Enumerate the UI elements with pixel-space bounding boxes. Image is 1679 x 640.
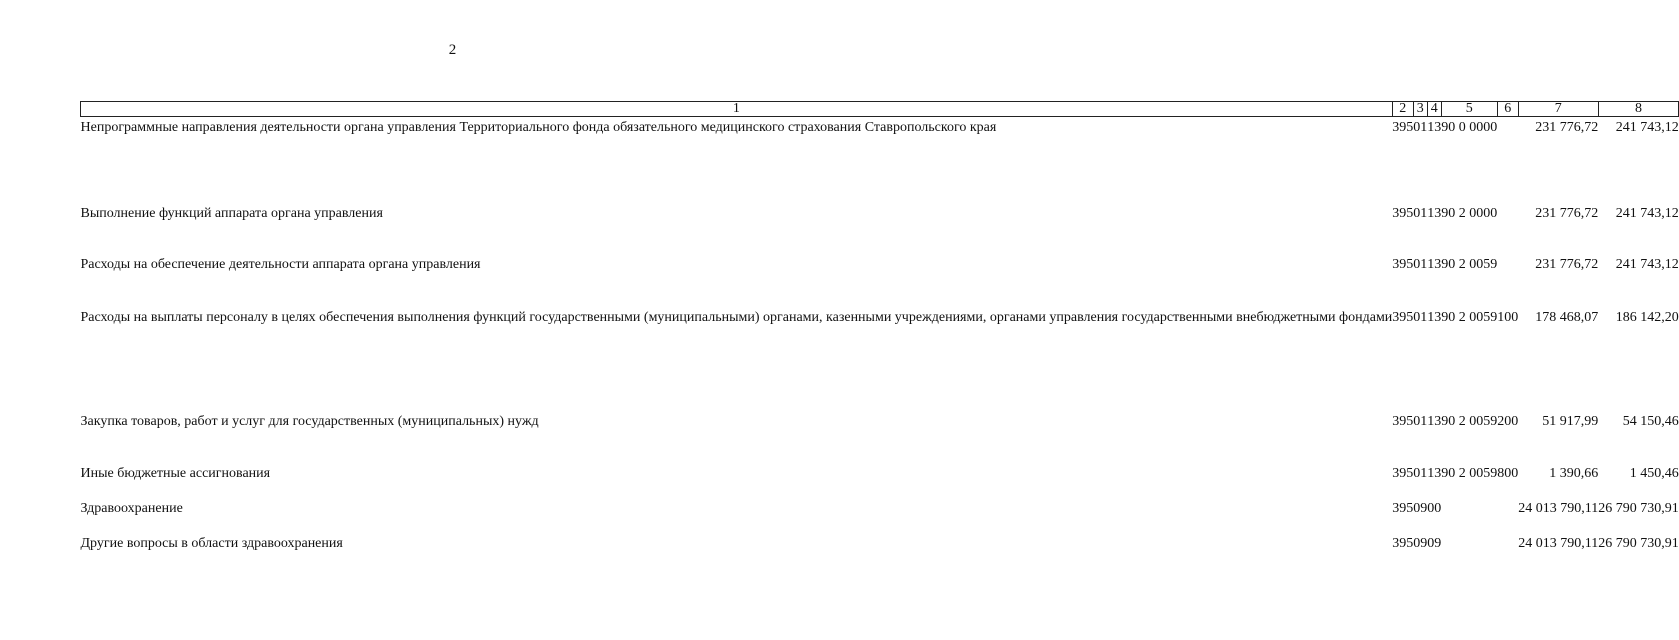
row-name: Закупка товаров, работ и услуг для государственных (муниципальных) нужд <box>80 413 539 429</box>
cell-amount-8: 54 150,46 <box>1622 413 1679 429</box>
header-row <box>81 102 1679 117</box>
cell-admin-code: 395 <box>1392 413 1414 429</box>
cell-subsection: 13 <box>1427 413 1442 429</box>
cell-amount-7: 24 013 790,11 <box>1518 535 1599 551</box>
cell-target-article: 90 2 0059 <box>1441 309 1498 325</box>
cell-admin-code: 395 <box>1392 205 1414 221</box>
table-row <box>81 203 1679 254</box>
table-row <box>81 307 1679 411</box>
column-header: 7 <box>1518 102 1598 117</box>
table-row <box>81 411 1679 463</box>
table-row <box>81 498 1679 533</box>
cell-subsection: 13 <box>1427 120 1442 135</box>
column-header: 1 <box>81 102 1393 117</box>
cell-amount-8: 241 743,12 <box>1615 256 1679 272</box>
row-name: Непрограммные направления деятельности органа управления Территориального фонда обязательного медицинского страхования Ставропольского края <box>80 120 997 135</box>
cell-target-article: 90 2 0059 <box>1441 256 1498 272</box>
column-header: 5 <box>1441 102 1497 117</box>
cell-expense-type: 100 <box>1497 309 1519 325</box>
cell-section: 01 <box>1413 413 1428 429</box>
cell-target-article <box>1441 498 1497 533</box>
cell-subsection: 00 <box>1427 500 1442 516</box>
row-name: Иные бюджетные ассигнования <box>80 465 271 481</box>
cell-amount-8: 26 790 730,91 <box>1598 500 1679 516</box>
cell-amount-7: 51 917,99 <box>1542 413 1599 429</box>
cell-target-article: 90 2 0000 <box>1441 205 1498 221</box>
cell-amount-8: 241 743,12 <box>1615 120 1679 135</box>
cell-target-article: 90 2 0059 <box>1441 413 1498 429</box>
cell-subsection: 13 <box>1427 309 1442 325</box>
cell-section: 01 <box>1413 120 1428 135</box>
row-name: Расходы на обеспечение деятельности аппарата органа управления <box>80 256 481 272</box>
cell-section: 01 <box>1413 205 1428 221</box>
cell-target-article: 90 2 0059 <box>1441 465 1498 481</box>
table-row <box>81 117 1679 203</box>
cell-section: 09 <box>1413 535 1428 551</box>
cell-amount-8: 26 790 730,91 <box>1598 535 1679 551</box>
cell-section: 01 <box>1413 256 1428 272</box>
column-header: 6 <box>1497 102 1518 117</box>
cell-admin-code: 395 <box>1392 256 1414 272</box>
cell-amount-7: 178 468,07 <box>1535 309 1599 325</box>
cell-expense-type <box>1497 203 1518 254</box>
table-row <box>81 533 1679 563</box>
cell-amount-7: 231 776,72 <box>1535 256 1599 272</box>
cell-amount-8: 241 743,12 <box>1615 205 1679 221</box>
cell-subsection: 13 <box>1427 205 1442 221</box>
budget-table <box>80 101 1679 563</box>
cell-target-article <box>1441 533 1497 563</box>
cell-amount-7: 1 390,66 <box>1549 465 1599 481</box>
cell-expense-type <box>1497 498 1518 533</box>
cell-admin-code: 395 <box>1392 500 1414 516</box>
table-row <box>81 254 1679 307</box>
cell-amount-8: 186 142,20 <box>1615 309 1679 325</box>
cell-amount-7: 231 776,72 <box>1535 205 1599 221</box>
row-name: Выполнение функций аппарата органа управления <box>80 205 383 221</box>
cell-subsection: 13 <box>1427 465 1442 481</box>
page-number: 2 <box>448 42 457 58</box>
cell-subsection: 13 <box>1427 256 1442 272</box>
cell-admin-code: 395 <box>1392 465 1414 481</box>
row-name: Здравоохранение <box>80 500 183 516</box>
cell-expense-type <box>1497 254 1518 307</box>
cell-expense-type <box>1497 117 1518 203</box>
row-name: Расходы на выплаты персоналу в целях обеспечения выполнения функций государственными (муниципальными) органами, казенными учреждениями, органами управления государственными внебюджетными фондами <box>80 309 1393 325</box>
cell-amount-7: 231 776,72 <box>1535 120 1599 135</box>
cell-amount-8: 1 450,46 <box>1629 465 1679 481</box>
cell-admin-code: 395 <box>1392 535 1414 551</box>
column-header: 4 <box>1427 102 1441 117</box>
cell-expense-type: 200 <box>1497 413 1519 429</box>
cell-expense-type: 800 <box>1497 465 1519 481</box>
cell-subsection: 09 <box>1427 535 1442 551</box>
column-header: 2 <box>1392 102 1413 117</box>
cell-expense-type <box>1497 533 1518 563</box>
cell-section: 01 <box>1413 465 1428 481</box>
row-name: Другие вопросы в области здравоохранения <box>80 535 343 551</box>
cell-amount-7: 24 013 790,11 <box>1518 500 1599 516</box>
column-header: 3 <box>1413 102 1427 117</box>
cell-section: 09 <box>1413 500 1428 516</box>
cell-target-article: 90 0 0000 <box>1441 120 1498 135</box>
table-row <box>81 463 1679 498</box>
cell-admin-code: 395 <box>1392 120 1414 135</box>
cell-section: 01 <box>1413 309 1428 325</box>
column-header: 8 <box>1598 102 1679 117</box>
cell-admin-code: 395 <box>1392 309 1414 325</box>
